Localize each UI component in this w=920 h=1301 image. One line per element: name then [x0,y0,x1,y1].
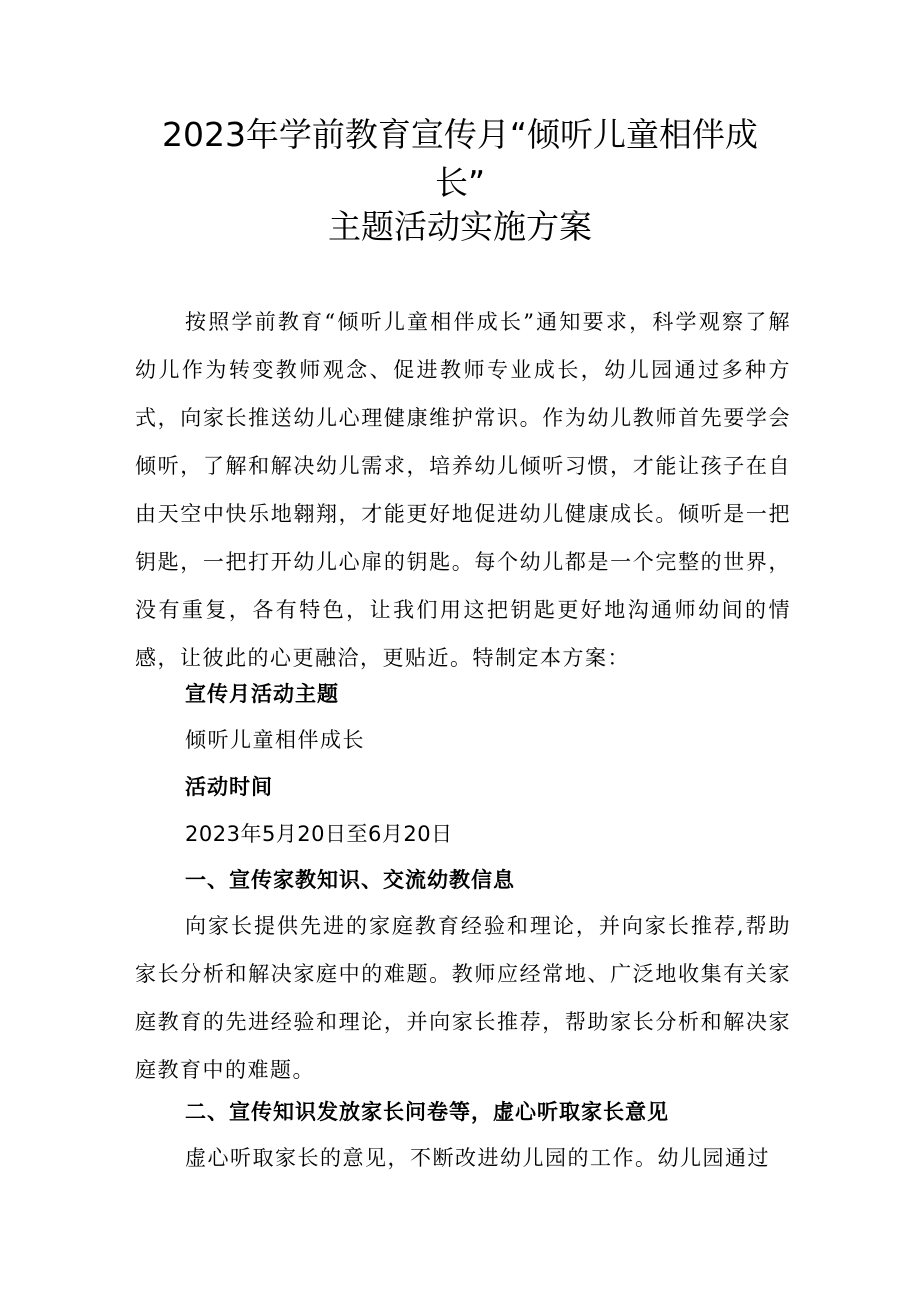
document-title-line-1: 2023年学前教育宣传月“倾听儿童相伴成 [161,115,759,154]
section-2-paragraph: 虚心听取家长的意见，不断改进幼儿园的工作。幼儿园通过 [185,1146,770,1170]
section-1-paragraph: 向家长提供先进的家庭教育经验和理论，并向家长推荐,帮助家长分析和解决家庭中的难题。教师应经常地、广泛地收集有关家庭教育的先进经验和理论，并向家长推荐，帮助家长分析和解决家庭教育中的难题。 [135,914,791,1082]
theme-heading: 宣传月活动主题 [185,682,339,706]
section-2-heading: 二、宣传知识发放家长问卷等，虚心听取家长意见 [185,1100,669,1124]
document-subtitle: 主题活动实施方案 [328,207,592,246]
intro-paragraph: 按照学前教育“倾听儿童相伴成长”通知要求，科学观察了解幼儿作为转变教师观念、促进教师专业成长，幼儿园通过多种方式，向家长推送幼儿心理健康维护常识。作为幼儿教师首先要学会倾听，了解和解决幼儿需求，培养幼儿倾听习惯，才能让孩子在自由天空中快乐地翱翔，才能更好地促进幼儿健康成长。倾听是一把钥匙，一把打开幼儿心扉的钥匙。每个幼儿都是一个完整的世界，没有重复，各有特色，让我们用这把钥匙更好地沟通师幼间的情感，让彼此的心更融洽，更贴近。特制定本方案： [135,310,791,670]
document-title-line-2: 长” [434,163,486,202]
theme-value: 倾听儿童相伴成长 [185,728,365,752]
section-1-heading: 一、宣传家教知识、交流幼教信息 [185,868,515,892]
time-value: 2023年5月20日至6月20日 [185,822,453,846]
time-heading: 活动时间 [185,775,273,799]
